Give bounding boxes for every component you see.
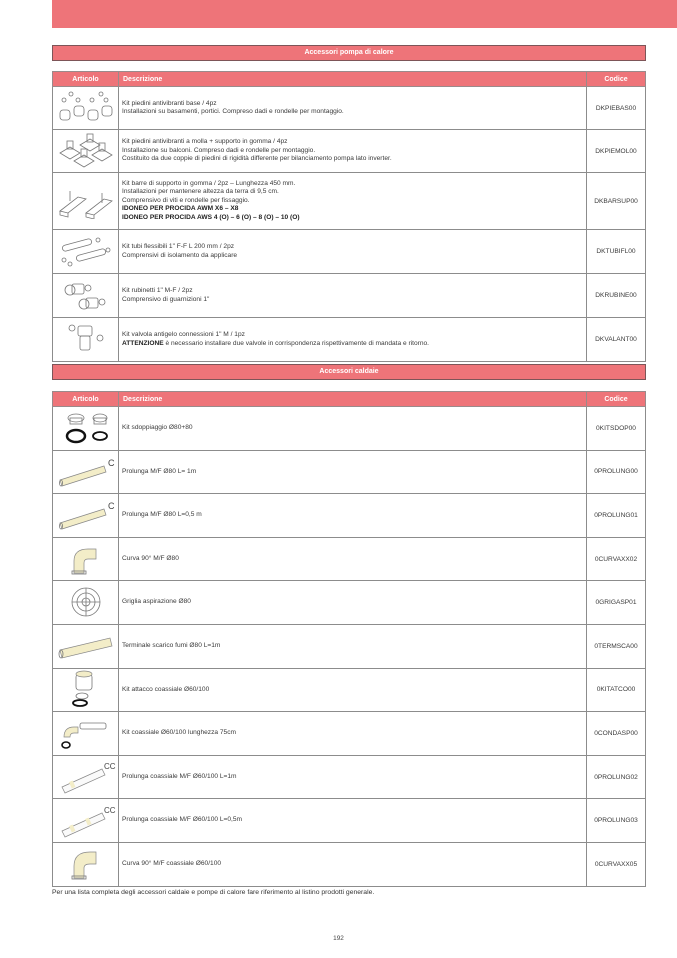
table-row — [53, 494, 646, 538]
column-header-code: Codice — [587, 72, 646, 87]
article-image — [53, 407, 119, 451]
description-line: Comprensivo di guarnizioni 1" — [122, 295, 210, 303]
article-image — [53, 173, 119, 230]
column-header-description: Descrizione — [119, 72, 587, 87]
description-cell: Prolunga coassiale M/F Ø60/100 L=0,5m — [119, 799, 587, 843]
product-code: 0CURVAXX02 — [587, 537, 646, 581]
column-header-article: Articolo — [53, 392, 119, 407]
description-cell — [119, 230, 587, 274]
svg-text:CC: CC — [103, 762, 116, 772]
product-code: DKRUBINE00 — [587, 274, 646, 318]
product-code: 0PROLUNG02 — [587, 755, 646, 799]
product-code: DKBARSUP00 — [587, 173, 646, 230]
antifreeze-valve-icon — [56, 320, 116, 358]
coaxial-extension-short-icon — [56, 801, 116, 839]
article-image — [53, 712, 119, 756]
table-row — [53, 407, 646, 451]
article-image — [53, 842, 119, 886]
article-image — [53, 450, 119, 494]
description-line: IDONEO PER PROCIDA AWS 4 (O) – 6 (O) – 8 (O) – 10 (O) — [122, 213, 300, 221]
product-code: DKPIEMOL00 — [587, 130, 646, 173]
description-cell: Curva 90° M/F Ø80 — [119, 537, 587, 581]
warning-note — [122, 340, 583, 348]
section-title-heat-pump: Accessori pompa di calore — [52, 45, 646, 61]
product-code: 0PROLUNG00 — [587, 450, 646, 494]
section-title-boiler: Accessori caldaie — [52, 364, 646, 380]
antivibration-feet-base-icon — [56, 88, 116, 126]
article-image — [53, 755, 119, 799]
article-image — [53, 274, 119, 318]
description-cell: Terminale scarico fumi Ø80 L=1m — [119, 624, 587, 668]
coaxial-extension-icon — [56, 757, 116, 795]
product-code: 0TERMSCA00 — [587, 624, 646, 668]
description-line: Installazione su balconi. Compreso dadi e rondelle per montaggio. — [122, 146, 316, 154]
pipe-extension-icon — [56, 452, 116, 490]
page-number: 192 — [333, 935, 344, 942]
description-cell — [119, 130, 587, 173]
warning-label: ATTENZIONE — [122, 339, 164, 347]
rubber-support-bars-icon — [56, 181, 116, 219]
article-image — [53, 87, 119, 130]
table-header-row — [53, 392, 646, 407]
pipe-extension-short-icon — [56, 495, 116, 533]
svg-text:CC: CC — [103, 805, 116, 815]
table-row — [53, 624, 646, 668]
description-line: IDONEO PER PROCIDA AWM X6 – X8 — [122, 205, 239, 213]
article-image — [53, 581, 119, 625]
split-kit-rings-icon — [56, 408, 116, 446]
boiler-accessories-table — [52, 391, 646, 887]
description-cell: Griglia aspirazione Ø80 — [119, 581, 587, 625]
description-cell — [119, 173, 587, 230]
product-code: DKTUBIFL00 — [587, 230, 646, 274]
article-image — [53, 230, 119, 274]
description-cell: Prolunga M/F Ø80 L= 1m — [119, 450, 587, 494]
valves-taps-icon — [56, 276, 116, 314]
product-code: 0KITSDOP00 — [587, 407, 646, 451]
heat-pump-accessories-table — [52, 71, 646, 362]
table-row — [53, 755, 646, 799]
description-line: Installazioni su basamenti, portici. Compreso dadi e rondelle per montaggio. — [122, 108, 344, 115]
description-line: Kit tubi flessibili 1" F-F L 200 mm / 2pz — [122, 243, 235, 251]
article-image — [53, 624, 119, 668]
product-code: 0PROLUNG01 — [587, 494, 646, 538]
column-header-article: Articolo — [53, 72, 119, 87]
table-row — [53, 274, 646, 318]
description-line: Comprensivi di isolamento da applicare — [122, 251, 238, 259]
description-line: Costituito da due coppie di piedini di rigidità differente per bilanciamento pompa lato inverter. — [122, 155, 392, 163]
intake-grille-icon — [56, 583, 116, 621]
article-image — [53, 799, 119, 843]
product-code: DKVALANT00 — [587, 318, 646, 362]
column-header-description: Descrizione — [119, 392, 587, 407]
table-row — [53, 318, 646, 362]
description-cell — [119, 318, 587, 362]
table-row — [53, 230, 646, 274]
description-cell — [119, 274, 587, 318]
flue-terminal-icon — [56, 626, 116, 664]
footnote: Per una lista completa degli accessori caldaie e pompe di calore fare riferimento al listino prodotti generale. — [52, 889, 375, 896]
description-line: Comprensivo di viti e rondelle per fissaggio. — [122, 196, 250, 204]
elbow-90-icon — [56, 539, 116, 577]
table-row — [53, 537, 646, 581]
description-cell — [119, 87, 587, 130]
description-cell: Curva 90° M/F coassiale Ø60/100 — [119, 842, 587, 886]
description-cell: Kit attacco coassiale Ø60/100 — [119, 668, 587, 712]
article-image — [53, 130, 119, 173]
description-cell: Prolunga coassiale M/F Ø60/100 L=1m — [119, 755, 587, 799]
column-header-code: Codice — [587, 392, 646, 407]
svg-text:C: C — [107, 501, 114, 512]
description-line: Kit piedini antivibranti a molla + supporto in gomma / 4pz — [122, 138, 288, 146]
description-line: Kit barre di supporto in gomma / 2pz – Lunghezza 450 mm. — [122, 179, 296, 187]
table-row — [53, 130, 646, 173]
svg-text:C: C — [107, 457, 114, 468]
product-code: 0CURVAXX05 — [587, 842, 646, 886]
table-row — [53, 799, 646, 843]
top-banner — [52, 0, 677, 28]
table-row — [53, 173, 646, 230]
coaxial-kit-icon — [56, 713, 116, 751]
article-image — [53, 318, 119, 362]
description-cell: Prolunga M/F Ø80 L=0,5 m — [119, 494, 587, 538]
table-row — [53, 450, 646, 494]
coaxial-connector-icon — [56, 670, 116, 708]
table-row — [53, 712, 646, 756]
antivibration-feet-spring-icon — [56, 131, 116, 169]
article-image — [53, 537, 119, 581]
flexible-hoses-icon — [56, 232, 116, 270]
table-row — [53, 842, 646, 886]
table-row — [53, 668, 646, 712]
product-code: 0GRIGASP01 — [587, 581, 646, 625]
coaxial-elbow-icon — [56, 844, 116, 882]
warning-text: è necessario installare due valvole in corrispondenza rispettivamente di mandata e ritorno. — [163, 339, 430, 347]
description-line: Installazioni per mantenere altezza da terra di 9,5 cm. — [122, 188, 279, 196]
table-row — [53, 87, 646, 130]
table-row — [53, 581, 646, 625]
product-code: 0KITATCO00 — [587, 668, 646, 712]
description-line: Kit valvola antigelo connessioni 1" M / 1pz — [122, 331, 245, 339]
product-code: DKPIEBAS00 — [587, 87, 646, 130]
description-line: Kit piedini antivibranti base / 4pz — [122, 99, 217, 107]
article-image — [53, 494, 119, 538]
product-code: 0CONDASP00 — [587, 712, 646, 756]
table-header-row — [53, 72, 646, 87]
description-cell: Kit sdoppiaggio Ø80+80 — [119, 407, 587, 451]
product-code: 0PROLUNG03 — [587, 799, 646, 843]
description-line: Kit rubinetti 1" M-F / 2pz — [122, 287, 193, 295]
description-cell: Kit coassiale Ø60/100 lunghezza 75cm — [119, 712, 587, 756]
article-image — [53, 668, 119, 712]
